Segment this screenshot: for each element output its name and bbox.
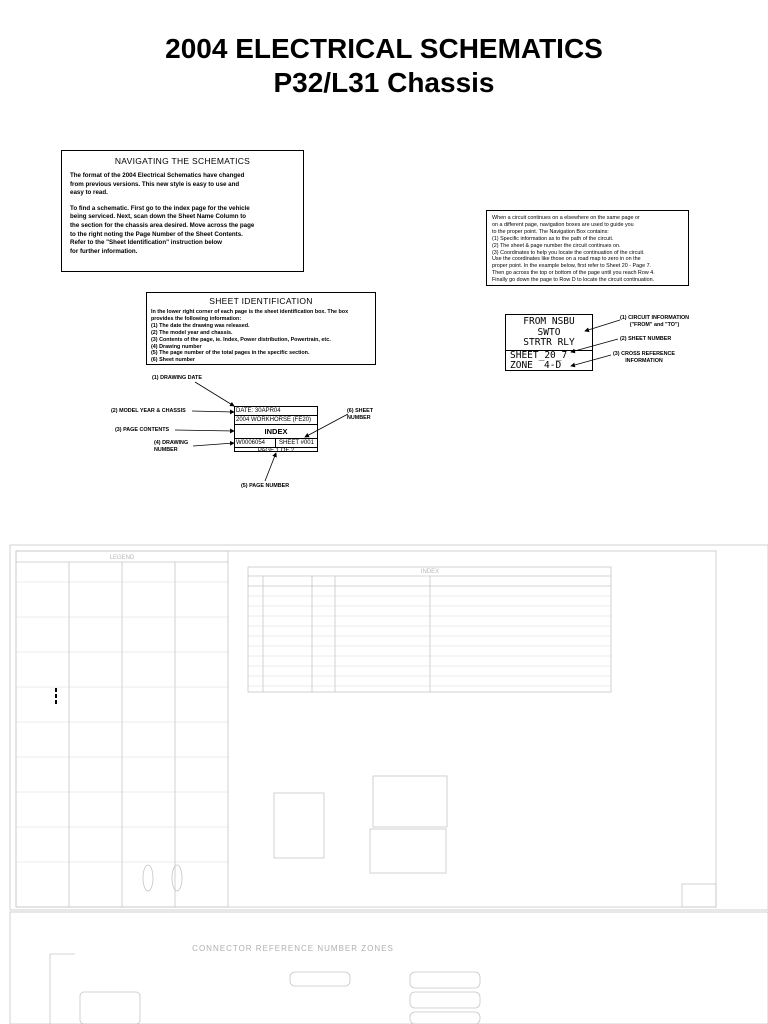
- nav-line-1: FROM NSBU: [523, 316, 575, 327]
- id-sheet-number: SHEET #001: [279, 440, 314, 446]
- index-title: INDEX: [420, 569, 440, 575]
- navigating-heading: NAVIGATING THE SCHEMATICS: [114, 156, 251, 166]
- document-subtitle: P32/L31 Chassis: [273, 67, 495, 98]
- navigating-paragraph-2: To find a schematic. First go to the index page for the vehicle being serviced. Next, scan down the Sheet Name Column to the section for the chassis area desired. Move across the page to the right noting the Page Number of the Sheet Contents. Refer to the "Sheet Identification" instruction below for further information.: [70, 204, 255, 255]
- navigation-box-description: When a circuit continues on a elsewhere on the same page or on a different page, navigation boxes are used to guide you to the proper point. The Navigation Box contains: (1) Specific information as to the path of the circuit. (2) The sheet & page number the circuit continues on. (3) Coordinates to help you locate the continuation of the circuit. Use the coordinates like those on a road map to zero in on the proper point. In the example below, first refer to Sheet 20 - Page 7. Then go across the top or bottom of the page until you reach Row 4. Finally go down the page to Row D to locate the circuit continuation.: [486, 210, 689, 286]
- legend-title: LEGEND: [109, 555, 135, 561]
- callout-cross-reference: (3) CROSS REFERENCE INFORMATION: [613, 351, 676, 364]
- callout-circuit-info: (1) CIRCUIT INFORMATION ("FROM" and "TO"): [620, 315, 690, 328]
- id-contents: INDEX: [235, 425, 317, 439]
- nav-line-2: SWTO: [537, 326, 561, 338]
- callout-sheet-number-6: (6) SHEET NUMBER: [347, 408, 374, 421]
- connector-zones-sheet: [10, 912, 768, 1024]
- sheet-identification-text: In the lower right corner of each page is the sheet identification box. The box provides the following information: (1) The date the drawing was released. (2) The model year and chassis. (3) Contents of the page, ie. Index, Power distribution, Powertrain, etc. (4) Drawing number (5) The page number of the total pages in the specific section. (6) Sheet number: [151, 309, 349, 364]
- document-title: 2004 ELECTRICAL SCHEMATICS: [165, 33, 603, 64]
- id-page-number: PAGE 1 OF 2: [257, 448, 295, 454]
- nav-zone-value: 4-D: [544, 360, 562, 371]
- callout-drawing-number: (4) DRAWING NUMBER: [154, 440, 189, 453]
- callout-page-number: (5) PAGE NUMBER: [241, 483, 290, 489]
- schematic-index-sheet: [0, 542, 768, 1024]
- callout-drawing-date: (1) DRAWING DATE: [152, 375, 202, 381]
- callout-model-year: (2) MODEL YEAR & CHASSIS: [111, 408, 186, 414]
- nav-sheet: SHEET_20_7: [506, 350, 592, 362]
- nav-line-3: STRTR RLY: [523, 337, 575, 348]
- sheet-identification-heading: SHEET IDENTIFICATION: [209, 296, 313, 306]
- id-model: 2004 WORKHORSE (FE20): [235, 416, 317, 425]
- nav-zone-label: ZONE: [510, 360, 533, 371]
- callout-sheet-number: (2) SHEET NUMBER: [620, 336, 672, 342]
- id-drawing-number: W0006054: [235, 439, 276, 447]
- id-date: DATE: 30APR04: [235, 407, 317, 416]
- callout-page-contents: (3) PAGE CONTENTS: [115, 427, 170, 433]
- connector-zones-title: CONNECTOR REFERENCE NUMBER ZONES: [192, 944, 394, 953]
- navigating-paragraph-1: The format of the 2004 Electrical Schematics have changed from previous versions. This new style is easy to use and easy to read.: [70, 172, 245, 197]
- sheet-border: [10, 545, 768, 910]
